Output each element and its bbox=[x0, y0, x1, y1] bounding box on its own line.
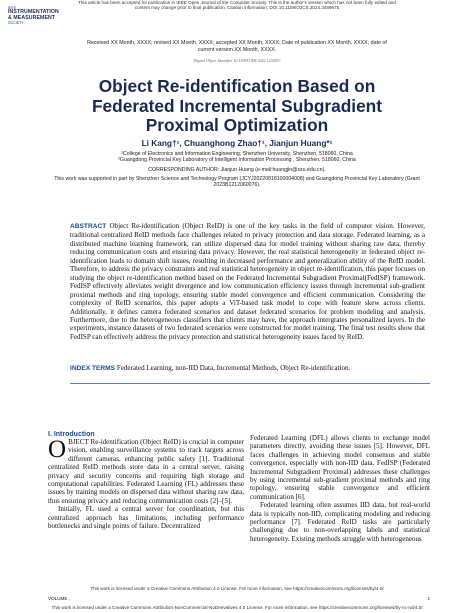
logo-line-1: INSTRUMENTATION bbox=[8, 9, 59, 15]
title-line-3: Proximal Optimization bbox=[145, 115, 329, 136]
corresponding-author: CORRESPONDING AUTHOR: Jianjun Huang (e-mail:huangjin@szu.edu.cn). bbox=[148, 166, 326, 173]
abstract bbox=[70, 222, 425, 341]
intro-paragraph-1-text: BJECT Re-identification (Object ReID) is crucial in computer vision, enabling surveillance systems to track targets across different cameras, enhancing public safety [1]. Traditional centralized ReID methods store data in a central server, raising privacy and security concerns and requiring high storage and computational capabilities. Federated Learning (FL) addresses these issues by training models on dispersed data without sharing raw data, thus ensuring privacy and reducing communication costs [2]–[5]. bbox=[48, 438, 244, 505]
right-column bbox=[250, 434, 430, 543]
index-terms-label: INDEX TERMS bbox=[70, 365, 116, 372]
funding-statement: This work was supported in part by Shenzhen Science and Technology Program (JCYJ20220818100004008) and Guangdong Provincial Key Laboratory (Grant 2023B1212060076). bbox=[54, 176, 420, 189]
index-terms bbox=[70, 364, 430, 372]
logo-line-3: SOCIETY bbox=[8, 21, 24, 26]
title-line-2: Federated Incremental Subgradient bbox=[91, 95, 382, 116]
affiliations bbox=[60, 151, 414, 173]
dates-line-2: current version XX Month, XXXX. bbox=[197, 47, 277, 53]
notice-line-2: content may change prior to final publication. Citation information: DOI 10.1109/OJCS.2024.3489675 bbox=[134, 5, 340, 11]
drop-cap: O bbox=[48, 436, 67, 463]
title-line-1: Object Re-identification Based on bbox=[98, 76, 376, 96]
index-terms-text: Federated Learning, non-IID Data, Incremental Methods, Object Re-identification. bbox=[116, 364, 351, 372]
paper-title bbox=[40, 77, 434, 136]
intro-paragraph-1 bbox=[48, 438, 244, 505]
society-logo bbox=[8, 6, 88, 25]
right-paragraph-1: Federated Learning (DFL) allows clients to exchange model parameters directly, avoiding these issues [5]. However, DFL faces challenges in achieving model consensus and stable convergence, especially with non-IID data. FedISP (Federated Incremental Subgradient Proximal) addresses these challenges by using incremental sub-gradient proximal methods and ring topology, ensuring stable convergence and efficient communication [6]. bbox=[250, 434, 430, 501]
intro-paragraph-2: Initially, FL used a central server for coordination, but this centralized approach has limitations, including performance bottlenecks and single points of failure. Decentralized bbox=[48, 505, 244, 531]
dates-line-1: Received XX Month, XXXX; revised XX Month, XXXX; accepted XX Month, XXXX; Date of publication XX Month, XXXX; date of bbox=[87, 40, 387, 46]
logo-brand: IEEE bbox=[8, 6, 17, 10]
section-heading: I. Introduction bbox=[48, 431, 95, 438]
license-notice: This work is licensed under a Creative Commons Attribution 4.0 License. For more information, see https://creativecommons.org/licenses/by/4.0/ bbox=[90, 586, 384, 591]
notice-line-1: This article has been accepted for publication in IEEE Open Journal of the Computer Society. This is the author's version which has not been fully edited and bbox=[78, 0, 396, 5]
affiliation-2: ²Guangdong Provincial Key Laboratory of Intelligent Information Processing , Shenzhen, 518060, China bbox=[118, 157, 356, 164]
volume-label: VOLUME , bbox=[48, 596, 70, 601]
author-list: Li Kang†¹, Chuanghong Zhao†¹, Jianjun Huang*¹ bbox=[141, 138, 333, 148]
doi-line: Digital Object Identifier 10.1109/OJIM.2022.1234567 bbox=[193, 58, 281, 63]
abstract-text: Object Re-identification (Object ReID) is one of the key tasks in the field of computer vision. However, traditional centralized ReID methods face challenges related to privacy protection and data storage. Federated learning, as a distributed machine learning framework, can utilize dispersed data for model training without sharing raw data, thereby reducing communication costs and ensuring data privacy. However, the real statistical heterogeneity in federated object re-identification leads to domain shift issues, resulting in decreased performance and generalization ability of the ReID model. Therefore, to address the privacy constraints and real statistical heterogeneity in object re-identification, this paper focuses on studying the object re-identification method based on the Federated Incremental Subgradient Proximal(FedISP) framework. FedISP effectively alleviates weight divergence and low communication efficiency issues through incremental sub-gradient proximal methods and ring topology, ensuring stable model convergence and efficient communication. Considering the complexity of ReID scenarios, this paper adopts a ViT-based task model to cope with feature skew across clients. Additionally, it defines camera federated scenarios and dataset federated scenarios for problem modeling and analysis. Furthermore, due to the heterogeneous classifiers that clients may have, the approach intergrates personalized layers. In the experiments, instance datasets of two federated scenarios were constructed for model training. The final test results show that FedISP can effectively address the privacy protection and statistical heterogeneity issues faced by ReID. bbox=[70, 222, 425, 341]
logo-line-2: & MEASUREMENT bbox=[8, 14, 56, 21]
page-number: 1 bbox=[427, 596, 430, 601]
license-footer: This work is licensed under a Creative Commons Attribution-NonCommercial-NoDerivatives 4.0 License. For more information, see https://creativecommons.org/licenses/by-nc-nd/4.0/ bbox=[51, 605, 423, 610]
affiliation-1: ¹College of Electronics and Information Engineering, Shenzhen University, Shenzhen, 518060, China bbox=[121, 151, 353, 157]
right-paragraph-2: Federated learning often assumes IID data, but real-world data is typically non-IID, complicating modeling and reducing performance [7]. Federated ReID tasks are particularly challenging due to non-overlapping labels and statistical heterogeneity. Existing methods struggle with heterogeneous bbox=[250, 501, 430, 543]
publication-dates bbox=[60, 40, 414, 54]
section-divider bbox=[70, 383, 430, 384]
left-column bbox=[48, 431, 244, 530]
abstract-label: ABSTRACT bbox=[70, 223, 107, 230]
